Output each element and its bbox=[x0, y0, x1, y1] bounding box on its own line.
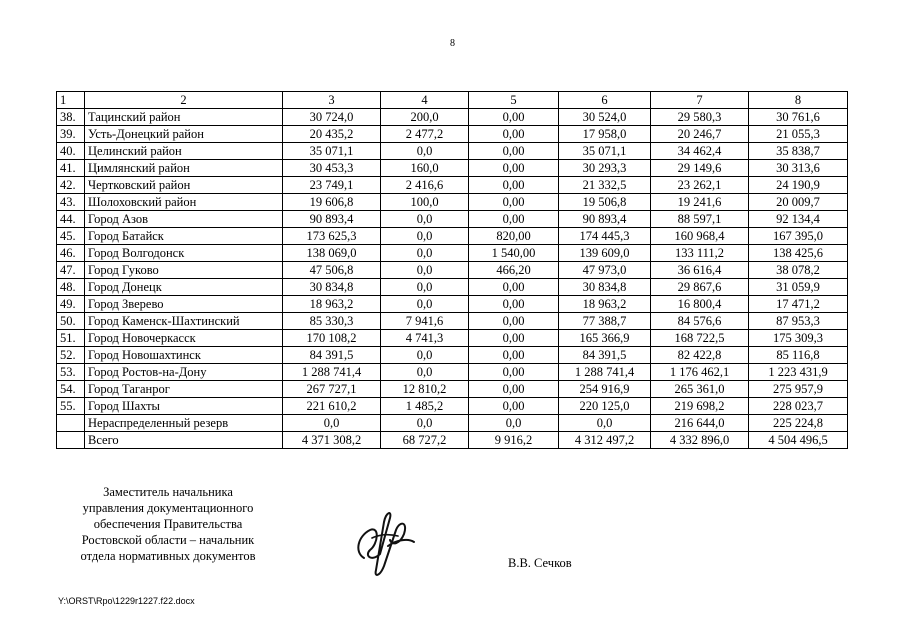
table-row bbox=[57, 262, 848, 279]
table-cell: 77 388,7 bbox=[559, 313, 651, 330]
table-row bbox=[57, 160, 848, 177]
table-cell: 1 bbox=[57, 92, 85, 109]
table-cell: 170 108,2 bbox=[283, 330, 381, 347]
table-row bbox=[57, 381, 848, 398]
table-cell: 0,00 bbox=[469, 126, 559, 143]
table-cell: 21 055,3 bbox=[749, 126, 848, 143]
table-row bbox=[57, 126, 848, 143]
table-cell: 19 241,6 bbox=[651, 194, 749, 211]
table-cell: 50. bbox=[57, 313, 85, 330]
table-cell: Город Волгодонск bbox=[85, 245, 283, 262]
table-cell: 51. bbox=[57, 330, 85, 347]
table-cell: 30 313,6 bbox=[749, 160, 848, 177]
table-cell: 221 610,2 bbox=[283, 398, 381, 415]
table-cell: 23 262,1 bbox=[651, 177, 749, 194]
table-cell: 34 462,4 bbox=[651, 143, 749, 160]
table-cell: 216 644,0 bbox=[651, 415, 749, 432]
table-cell: Нераспределенный резерв bbox=[85, 415, 283, 432]
table-row bbox=[57, 296, 848, 313]
table-cell: 18 963,2 bbox=[283, 296, 381, 313]
table-cell: Всего bbox=[85, 432, 283, 449]
table-cell: 20 435,2 bbox=[283, 126, 381, 143]
table-cell: 219 698,2 bbox=[651, 398, 749, 415]
table-cell: 68 727,2 bbox=[381, 432, 469, 449]
table-cell: 30 524,0 bbox=[559, 109, 651, 126]
table-cell: 0,0 bbox=[381, 296, 469, 313]
table-cell: 0,0 bbox=[381, 245, 469, 262]
table-cell: 19 606,8 bbox=[283, 194, 381, 211]
table-body bbox=[57, 92, 848, 449]
table-row bbox=[57, 143, 848, 160]
table-cell: 21 332,5 bbox=[559, 177, 651, 194]
table-cell: 30 724,0 bbox=[283, 109, 381, 126]
table-cell: 0,0 bbox=[381, 143, 469, 160]
table-cell: 29 580,3 bbox=[651, 109, 749, 126]
table-cell: Город Новошахтинск bbox=[85, 347, 283, 364]
table-row bbox=[57, 109, 848, 126]
table-cell: 1 540,00 bbox=[469, 245, 559, 262]
signer-name: В.В. Сечков bbox=[508, 556, 572, 570]
table-cell: 0,0 bbox=[559, 415, 651, 432]
table-cell: 0,00 bbox=[469, 296, 559, 313]
table-cell: Город Таганрог bbox=[85, 381, 283, 398]
table-cell: 4 371 308,2 bbox=[283, 432, 381, 449]
table-cell: 160,0 bbox=[381, 160, 469, 177]
signature-title-line: отдела нормативных документов bbox=[80, 549, 256, 563]
table-cell: 138 425,6 bbox=[749, 245, 848, 262]
table-cell: 1 288 741,4 bbox=[559, 364, 651, 381]
table-cell: 41. bbox=[57, 160, 85, 177]
table-cell: 42. bbox=[57, 177, 85, 194]
table-cell: 29 149,6 bbox=[651, 160, 749, 177]
table-cell: 30 293,3 bbox=[559, 160, 651, 177]
signature-title-line: управления документационного bbox=[82, 501, 254, 515]
table-cell: Город Батайск bbox=[85, 228, 283, 245]
table-cell: 30 834,8 bbox=[283, 279, 381, 296]
table-cell: 0,0 bbox=[381, 415, 469, 432]
table-cell: 45. bbox=[57, 228, 85, 245]
table-row bbox=[57, 330, 848, 347]
table-cell: 3 bbox=[283, 92, 381, 109]
table-cell: 2 416,6 bbox=[381, 177, 469, 194]
table-cell: 100,0 bbox=[381, 194, 469, 211]
table-cell: 0,00 bbox=[469, 381, 559, 398]
table-row bbox=[57, 211, 848, 228]
table-row bbox=[57, 228, 848, 245]
table-cell: 35 071,1 bbox=[559, 143, 651, 160]
table-cell: 175 309,3 bbox=[749, 330, 848, 347]
table-cell: 46. bbox=[57, 245, 85, 262]
table-cell: 167 395,0 bbox=[749, 228, 848, 245]
table-cell: 30 761,6 bbox=[749, 109, 848, 126]
table-cell: 49. bbox=[57, 296, 85, 313]
table-row bbox=[57, 313, 848, 330]
table-cell: 9 916,2 bbox=[469, 432, 559, 449]
table-cell: 17 958,0 bbox=[559, 126, 651, 143]
table-cell: 0,0 bbox=[381, 211, 469, 228]
table-cell: 36 616,4 bbox=[651, 262, 749, 279]
table-cell: 228 023,7 bbox=[749, 398, 848, 415]
table-cell: 82 422,8 bbox=[651, 347, 749, 364]
table-cell: 87 953,3 bbox=[749, 313, 848, 330]
table-cell: Тацинский район bbox=[85, 109, 283, 126]
table-cell: 0,00 bbox=[469, 347, 559, 364]
table-cell: 160 968,4 bbox=[651, 228, 749, 245]
table-cell: 12 810,2 bbox=[381, 381, 469, 398]
table-cell: 85 116,8 bbox=[749, 347, 848, 364]
table-cell: Шолоховский район bbox=[85, 194, 283, 211]
table-cell: Город Ростов-на-Дону bbox=[85, 364, 283, 381]
table-cell: 7 941,6 bbox=[381, 313, 469, 330]
table-cell: 4 332 896,0 bbox=[651, 432, 749, 449]
file-path: Y:\ORST\Rpo\1229r1227.f22.docx bbox=[58, 596, 195, 606]
table-cell: 84 391,5 bbox=[283, 347, 381, 364]
table-cell: 267 727,1 bbox=[283, 381, 381, 398]
table-cell: 48. bbox=[57, 279, 85, 296]
table-cell: 133 111,2 bbox=[651, 245, 749, 262]
table-cell: 0,0 bbox=[381, 279, 469, 296]
table-cell: 0,0 bbox=[283, 415, 381, 432]
table-cell: 85 330,3 bbox=[283, 313, 381, 330]
table-cell: 0,00 bbox=[469, 177, 559, 194]
table-cell: 24 190,9 bbox=[749, 177, 848, 194]
table-row bbox=[57, 245, 848, 262]
table-cell: 173 625,3 bbox=[283, 228, 381, 245]
table-cell: 84 576,6 bbox=[651, 313, 749, 330]
table-cell: 200,0 bbox=[381, 109, 469, 126]
table-cell: 0,0 bbox=[469, 415, 559, 432]
table-cell: 254 916,9 bbox=[559, 381, 651, 398]
table-cell: 2 bbox=[85, 92, 283, 109]
table-cell: 220 125,0 bbox=[559, 398, 651, 415]
table-cell: 0,00 bbox=[469, 109, 559, 126]
table-cell: 0,00 bbox=[469, 313, 559, 330]
table-cell: 29 867,6 bbox=[651, 279, 749, 296]
table-cell: 18 963,2 bbox=[559, 296, 651, 313]
table-cell: 1 176 462,1 bbox=[651, 364, 749, 381]
table-cell: 0,00 bbox=[469, 143, 559, 160]
table-cell bbox=[57, 415, 85, 432]
table-cell: 275 957,9 bbox=[749, 381, 848, 398]
table-cell: Усть-Донецкий район bbox=[85, 126, 283, 143]
table-row bbox=[57, 432, 848, 449]
table-cell: 0,00 bbox=[469, 211, 559, 228]
table-cell: 52. bbox=[57, 347, 85, 364]
table-cell: 4 504 496,5 bbox=[749, 432, 848, 449]
table-cell: Город Зверево bbox=[85, 296, 283, 313]
table-cell: 165 366,9 bbox=[559, 330, 651, 347]
table-cell: Чертковский район bbox=[85, 177, 283, 194]
signature-title bbox=[52, 484, 284, 564]
table-cell: 38 078,2 bbox=[749, 262, 848, 279]
table-cell: Город Донецк bbox=[85, 279, 283, 296]
page-number: 8 bbox=[450, 38, 455, 49]
table-cell: 35 838,7 bbox=[749, 143, 848, 160]
table-cell: 265 361,0 bbox=[651, 381, 749, 398]
table-cell: 20 246,7 bbox=[651, 126, 749, 143]
table-row bbox=[57, 194, 848, 211]
table-row bbox=[57, 364, 848, 381]
table-row bbox=[57, 177, 848, 194]
table-cell: 2 477,2 bbox=[381, 126, 469, 143]
signature-title-line: Заместитель начальника bbox=[103, 485, 233, 499]
table-row bbox=[57, 347, 848, 364]
table-cell: 0,00 bbox=[469, 160, 559, 177]
table-cell: 1 288 741,4 bbox=[283, 364, 381, 381]
table-row bbox=[57, 398, 848, 415]
table-cell: 20 009,7 bbox=[749, 194, 848, 211]
table-cell: 6 bbox=[559, 92, 651, 109]
table-cell: 31 059,9 bbox=[749, 279, 848, 296]
table-cell: 55. bbox=[57, 398, 85, 415]
table-cell: 43. bbox=[57, 194, 85, 211]
table-cell: 4 bbox=[381, 92, 469, 109]
table-cell: 7 bbox=[651, 92, 749, 109]
table-cell: 4 312 497,2 bbox=[559, 432, 651, 449]
table-cell: Город Каменск-Шахтинский bbox=[85, 313, 283, 330]
table-cell: 1 223 431,9 bbox=[749, 364, 848, 381]
table-cell: 44. bbox=[57, 211, 85, 228]
table-cell: 17 471,2 bbox=[749, 296, 848, 313]
table-cell: 0,00 bbox=[469, 194, 559, 211]
table-cell: Город Шахты bbox=[85, 398, 283, 415]
table-cell: 174 445,3 bbox=[559, 228, 651, 245]
table-cell: 88 597,1 bbox=[651, 211, 749, 228]
table-cell: 466,20 bbox=[469, 262, 559, 279]
table-cell: 92 134,4 bbox=[749, 211, 848, 228]
table-cell: 53. bbox=[57, 364, 85, 381]
table-cell: 47. bbox=[57, 262, 85, 279]
budget-table bbox=[56, 91, 848, 449]
signature-title-line: Ростовской области – начальник bbox=[81, 533, 255, 547]
table-cell: 0,0 bbox=[381, 228, 469, 245]
table-cell: 225 224,8 bbox=[749, 415, 848, 432]
table-row bbox=[57, 415, 848, 432]
table-cell: 8 bbox=[749, 92, 848, 109]
table-cell: 820,00 bbox=[469, 228, 559, 245]
table-cell: 0,0 bbox=[381, 347, 469, 364]
signature-title-line: обеспечения Правительства bbox=[93, 517, 243, 531]
table-cell: 90 893,4 bbox=[559, 211, 651, 228]
table-header-row bbox=[57, 92, 848, 109]
table-cell: 40. bbox=[57, 143, 85, 160]
table-cell: 47 973,0 bbox=[559, 262, 651, 279]
table-cell: 54. bbox=[57, 381, 85, 398]
table-cell: 47 506,8 bbox=[283, 262, 381, 279]
table-cell: 19 506,8 bbox=[559, 194, 651, 211]
handwritten-signature bbox=[350, 500, 422, 580]
table-cell: 4 741,3 bbox=[381, 330, 469, 347]
table-cell: 35 071,1 bbox=[283, 143, 381, 160]
table-cell: 168 722,5 bbox=[651, 330, 749, 347]
table-cell: 16 800,4 bbox=[651, 296, 749, 313]
table-row bbox=[57, 279, 848, 296]
table-cell: 23 749,1 bbox=[283, 177, 381, 194]
table-cell: 30 453,3 bbox=[283, 160, 381, 177]
table-cell: 138 069,0 bbox=[283, 245, 381, 262]
table-cell: 84 391,5 bbox=[559, 347, 651, 364]
table-cell: 0,00 bbox=[469, 364, 559, 381]
table-cell: 0,00 bbox=[469, 330, 559, 347]
table-cell: 30 834,8 bbox=[559, 279, 651, 296]
table-cell: Цимлянский район bbox=[85, 160, 283, 177]
table-cell: 0,0 bbox=[381, 262, 469, 279]
table-cell: Город Новочеркасск bbox=[85, 330, 283, 347]
table-cell: 39. bbox=[57, 126, 85, 143]
table-cell bbox=[57, 432, 85, 449]
table-cell: 1 485,2 bbox=[381, 398, 469, 415]
table-cell: Город Азов bbox=[85, 211, 283, 228]
table-cell: 38. bbox=[57, 109, 85, 126]
table-cell: 0,00 bbox=[469, 398, 559, 415]
table-cell: 139 609,0 bbox=[559, 245, 651, 262]
table-cell: 90 893,4 bbox=[283, 211, 381, 228]
table-cell: Город Гуково bbox=[85, 262, 283, 279]
table-cell: 0,0 bbox=[381, 364, 469, 381]
table-cell: 5 bbox=[469, 92, 559, 109]
table-cell: 0,00 bbox=[469, 279, 559, 296]
table-cell: Целинский район bbox=[85, 143, 283, 160]
